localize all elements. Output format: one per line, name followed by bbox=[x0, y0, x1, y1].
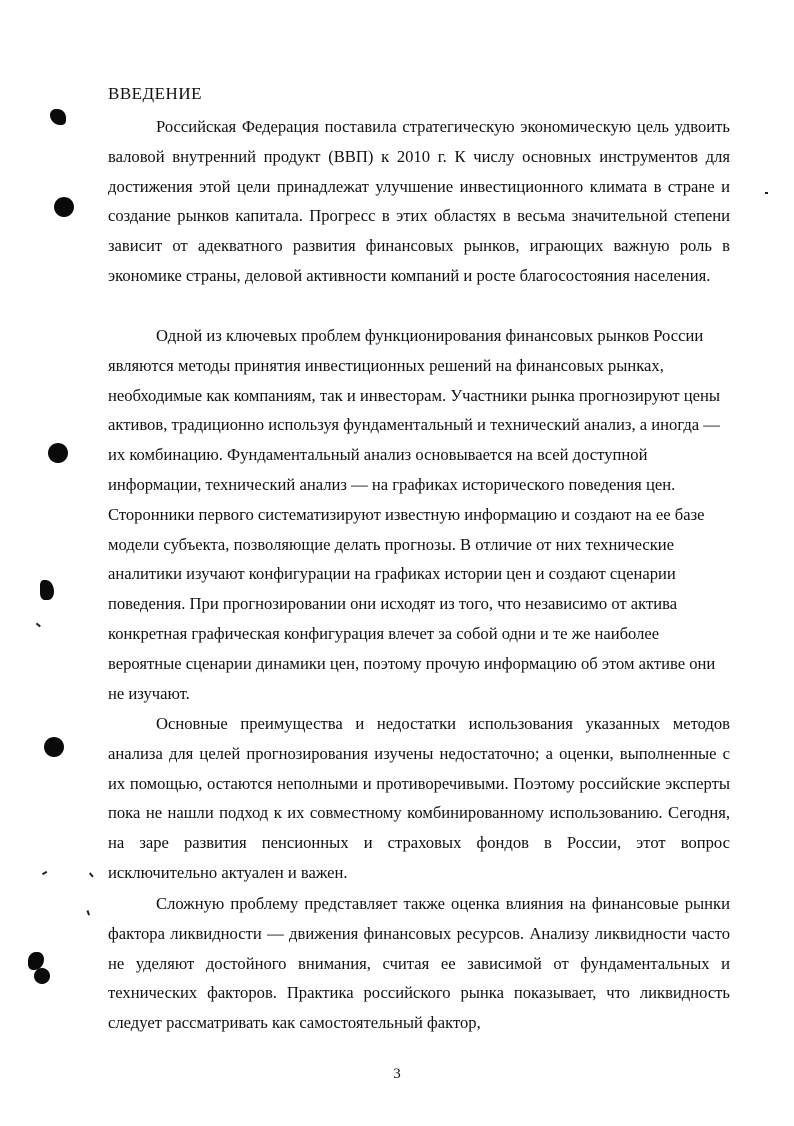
paragraph-3: Основные преимущества и недостатки использования указанных методов анализа для целей прогнозирования изучены недостаточно; а оценки, выполненные с их помощью, остаются неполными и противоречивыми. Поэтому российские эксперты пока не нашли подход к их совместному комбинированному использованию. Сегодня, на заре развития пенсионных и страховых фондов в России, этот вопрос исключительно актуален и важен. bbox=[108, 714, 730, 882]
ink-blot-mark bbox=[40, 580, 54, 600]
scan-speck-mark bbox=[765, 192, 768, 194]
paragraph-4: Сложную проблему представляет также оценка влияния на финансовые рынки фактора ликвидности — движения финансовых ресурсов. Анализу ликвидности часто не уделяют достойного внимания, считая ее зависимой от фундаментальных и технических факторов. Практика российского рынка показывает, что ликвидность следует рассматривать как самостоятельный фактор, bbox=[108, 894, 730, 1033]
punch-hole-mark bbox=[48, 443, 68, 463]
page-number: 3 bbox=[393, 1066, 401, 1082]
punch-hole-mark bbox=[34, 968, 50, 984]
section-heading: ВВЕДЕНИЕ bbox=[108, 84, 202, 103]
scan-speck-mark bbox=[89, 872, 93, 877]
scan-speck-mark bbox=[42, 871, 47, 875]
paragraph-2: Одной из ключевых проблем функционирования финансовых рынков России являются методы принятия инвестиционных решений на финансовых рынках, необходимые как компаниям, так и инвесторам. Участники рынка прогнозируют цены активов, традиционно используя фундаментальный и технический анализ, а иногда — их комбинацию. Фундаментальный анализ основывается на всей доступной информации, технический анализ — на графиках исторического поведения цен. Сторонники первого систематизируют известную информацию и создают на ее базе модели субъекта, позволяющие делать прогнозы. В отличие от них технические аналитики изучают конфигурации на графиках истории цен и создают сценарии поведения. При прогнозировании они исходят из того, что независимо от актива конкретная графическая конфигурация влечет за собой одни и те же наиболее вероятные сценарии динамики цен, поэтому прочую информацию об этом активе они не изучают. bbox=[108, 326, 721, 703]
scan-speck-mark bbox=[36, 623, 41, 627]
ink-blot-mark bbox=[50, 109, 66, 125]
scan-speck-mark bbox=[87, 910, 90, 915]
paragraph-1: Российская Федерация поставила стратегическую экономическую цель удвоить валовой внутренний продукт (ВВП) к 2010 г. К числу основных инструментов для достижения этой цели принадлежат улучшение инвестиционного климата в стране и создание рынков капитала. Прогресс в этих областях в весьма значительной степени зависит от адекватного развития финансовых рынков, играющих важную роль в экономике страны, деловой активности компаний и росте благосостояния населения. bbox=[108, 117, 730, 285]
punch-hole-mark bbox=[54, 197, 74, 217]
punch-hole-mark bbox=[44, 737, 64, 757]
